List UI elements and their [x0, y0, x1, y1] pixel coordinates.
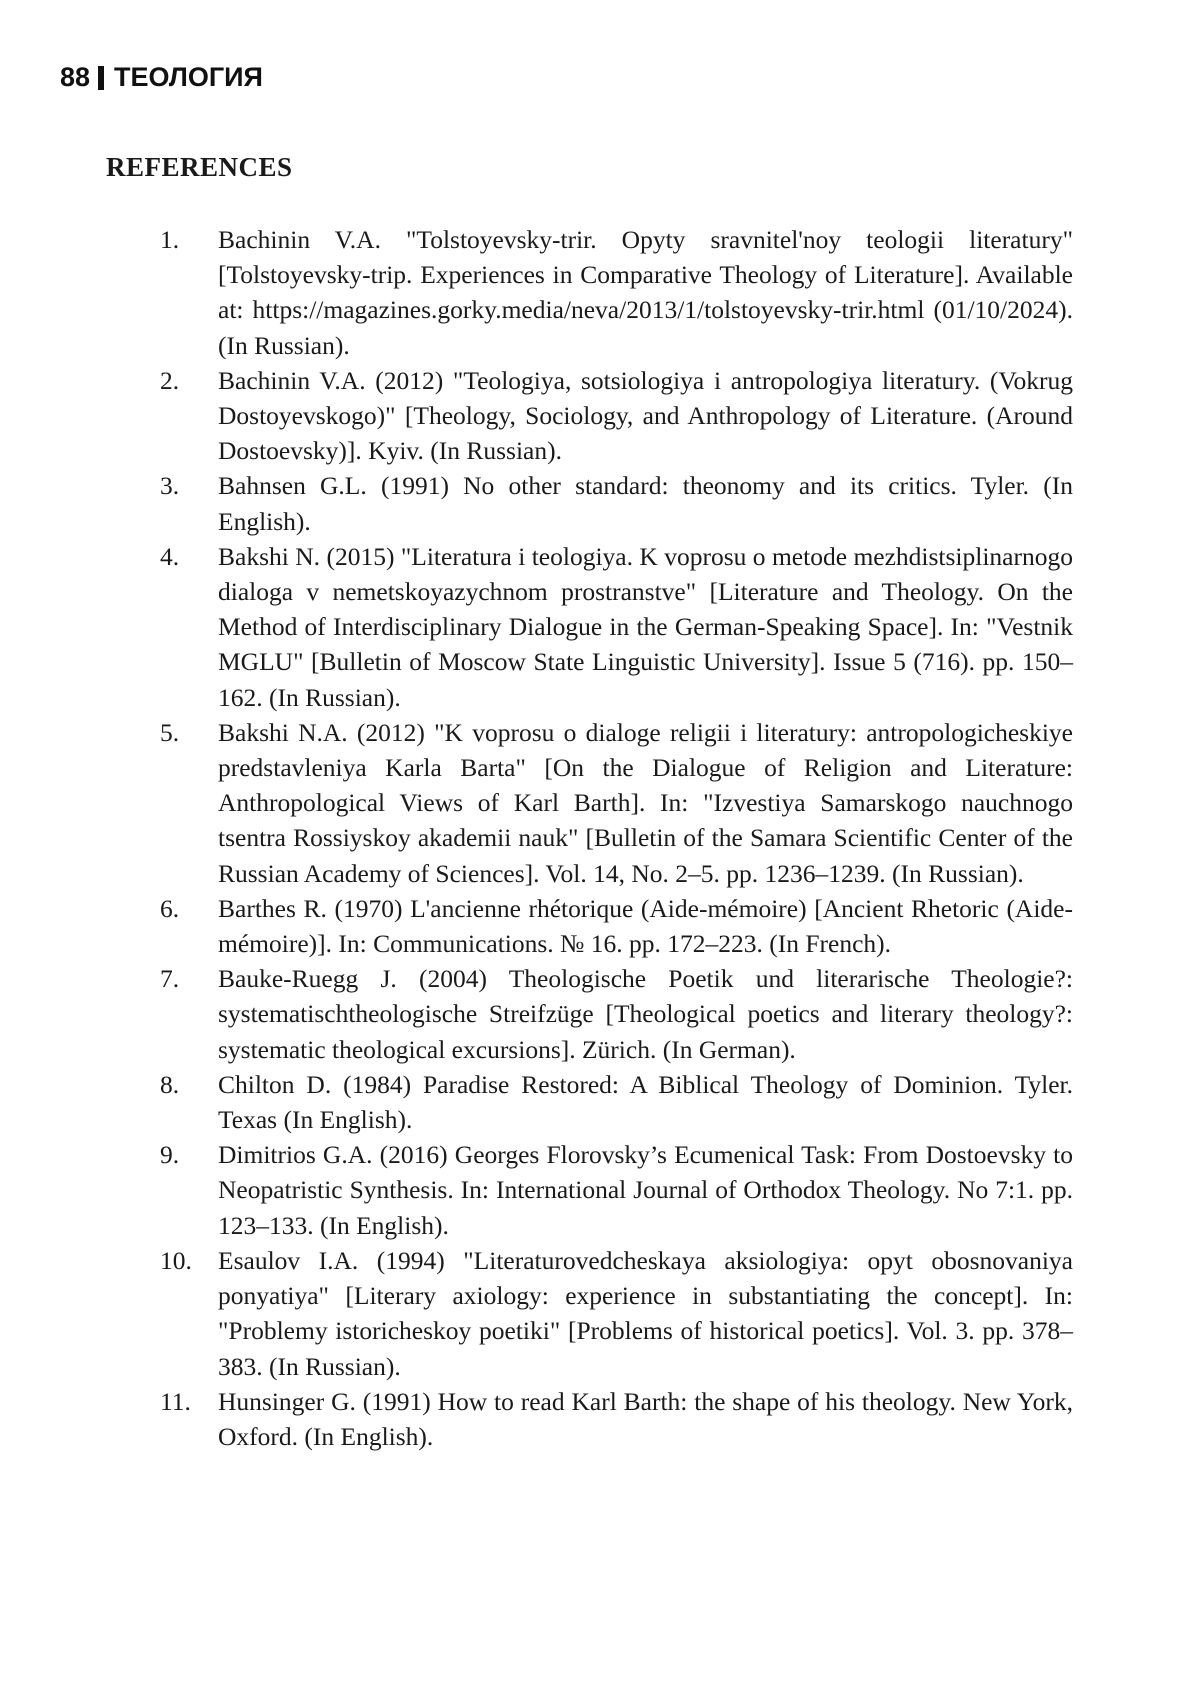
reference-text: Bauke-Ruegg J. (2004) Theologische Poetik und literarische Theologie?: systematischtheologische Streifzüge [Theological poetics and literary theology?: systematic theological excursions]. Zürich. (In German). [218, 964, 1073, 1064]
reference-item [160, 961, 1073, 1067]
reference-text: Hunsinger G. (1991) How to read Karl Barth: the shape of his theology. New York, Oxford. (In English). [218, 1386, 1073, 1451]
reference-number: 1. [160, 225, 180, 254]
reference-item [160, 363, 1073, 469]
reference-item [160, 1067, 1073, 1137]
reference-text: Esaulov I.A. (1994) "Literaturovedcheskaya aksiologiya: opyt obosnovaniya ponyatiya" [Literary axiology: experience in substantiating the concept]. In: "Problemy istoricheskoy poetiki" [Problems of historical poetics]. Vol. 3. pp. 378–383. (In Russian). [218, 1245, 1073, 1381]
reference-text: Bachinin V.A. (2012) "Teologiya, sotsiologiya i antropologiya literatury. (Vokrug Dostoyevskogo)" [Theology, Sociology, and Anthropology of Literature. (Around Dostoevsky)]. Kyiv. (In Russian). [218, 365, 1073, 466]
reference-text: Bakshi N.A. (2012) "K voprosu o dialoge religii i literatury: antropologicheskiye predstavleniya Karla Barta" [On the Dialogue of Religion and Literature: Anthropological Views of Karl Barth]. In: "Izvestiya Samarskogo nauchnogo tsentra Rossiyskoy akademii nauk" [Bulletin of the Samara Scientific Center of the Russian Academy of Sciences]. Vol. 14, No. 2–5. pp. 1236–1239. (In Russian). [218, 717, 1073, 888]
reference-text: Bakshi N. (2015) "Literatura i teologiya. K voprosu o metode mezhdistsiplinarnogo dialoga v nemetskoyazychnom prostranstve" [Literature and Theology. On the Method of Interdisciplinary Dialogue in the German-Speaking Space]. In: "Vestnik MGLU" [Bulletin of Moscow State Linguistic University]. Issue 5 (716). pp. 150–162. (In Russian). [218, 541, 1073, 712]
reference-number: 4. [160, 541, 180, 571]
reference-item [160, 1137, 1073, 1243]
reference-item [160, 468, 1073, 538]
reference-number: 11. [160, 1386, 191, 1416]
reference-number: 6. [160, 893, 180, 923]
reference-text: Bahnsen G.L. (1991) No other standard: theonomy and its critics. Tyler. (In English). [218, 471, 1073, 536]
reference-item [160, 891, 1073, 961]
reference-number: 9. [160, 1140, 180, 1170]
reference-number: 7. [160, 964, 180, 994]
reference-item [160, 222, 1073, 363]
reference-list [160, 222, 1073, 1454]
reference-text: Dimitrios G.A. (2016) Georges Florovsky’s Ecumenical Task: From Dostoevsky to Neopatristic Synthesis. In: International Journal of Orthodox Theology. No 7:1. pp. 123–133. (In English). [218, 1140, 1073, 1240]
reference-number: 8. [160, 1069, 180, 1099]
reference-text: Bachinin V.A. "Tolstoyevsky-trir. Opyty sravnitel'noy teologii literatury" [Tolstoyevsky-trip. Experiences in Comparative Theology of Literature]. Available at: https://magazines.gorky.media/neva/2013/1/tolstoyevsky-trir.html (01/10/2024). (In Russian). [218, 225, 1073, 360]
running-head [60, 62, 263, 93]
section-title: REFERENCES [106, 152, 293, 182]
reference-number: 2. [160, 365, 180, 395]
reference-number: 10. [160, 1245, 192, 1275]
reference-text: Chilton D. (1984) Paradise Restored: A Biblical Theology of Dominion. Tyler. Texas (In English). [218, 1069, 1073, 1135]
reference-item [160, 715, 1073, 891]
reference-item [160, 1243, 1073, 1384]
journal-title: ТЕОЛОГИЯ [114, 62, 263, 92]
reference-number: 5. [160, 717, 180, 747]
separator-bar [98, 66, 104, 90]
page-number: 88 [60, 62, 91, 92]
reference-item [160, 1384, 1073, 1454]
reference-text: Barthes R. (1970) L'ancienne rhétorique (Aide-mémoire) [Ancient Rhetoric (Aide-mémoire)]. In: Communications. № 16. pp. 172–223. (In French). [218, 893, 1073, 959]
reference-item [160, 539, 1073, 715]
reference-number: 3. [160, 471, 180, 501]
